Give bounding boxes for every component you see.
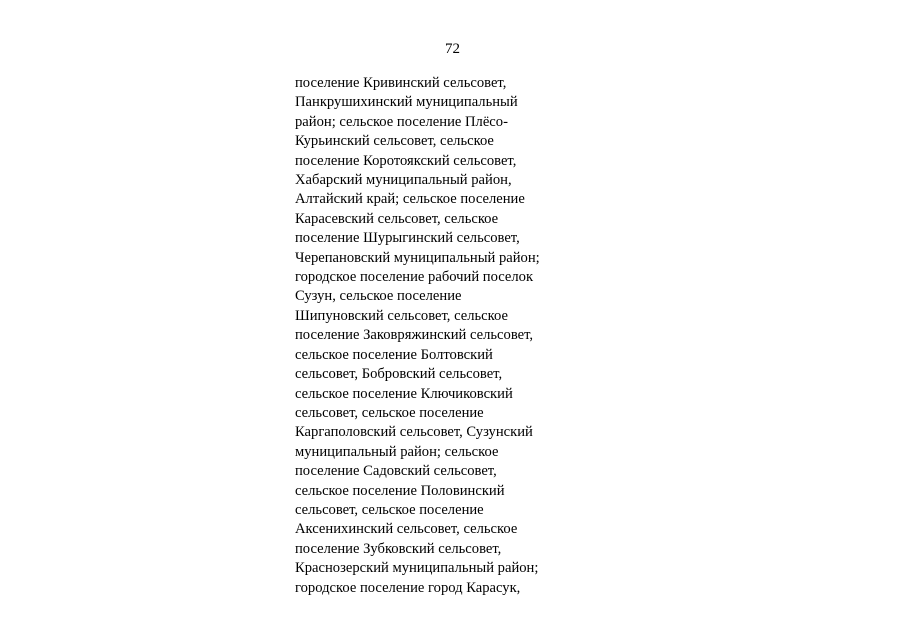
text-line: Панкрушихинский муниципальный xyxy=(295,94,518,111)
text-line: городское поселение рабочий поселок xyxy=(295,269,534,286)
text-line: Хабарский муниципальный район, xyxy=(295,172,512,189)
text-line: Каргаполовский сельсовет, Сузунский xyxy=(295,424,533,441)
text-line: Шипуновский сельсовет, сельское xyxy=(295,307,508,324)
text-line: Сузун, сельское поселение xyxy=(295,288,462,305)
text-line: сельское поселение Половинский xyxy=(295,482,505,499)
text-line: поселение Садовский сельсовет, xyxy=(295,463,497,480)
text-line: сельсовет, Бобровский сельсовет, xyxy=(295,366,503,383)
text-line: Краснозерский муниципальный район; xyxy=(295,560,539,577)
body-text xyxy=(295,74,585,598)
text-line: муниципальный район; сельское xyxy=(295,443,499,460)
text-line: поселение Шурыгинский сельсовет, xyxy=(295,230,520,247)
text-line: поселение Коротоякский сельсовет, xyxy=(295,152,517,169)
text-line: Курьинский сельсовет, сельское xyxy=(295,133,494,150)
text-line: сельсовет, сельское поселение xyxy=(295,501,484,518)
page-number: 72 xyxy=(445,41,460,57)
text-line: поселение Заковряжинский сельсовет, xyxy=(295,327,534,344)
text-line: Аксенихинский сельсовет, сельское xyxy=(295,521,518,538)
text-line: поселение Кривинский сельсовет, xyxy=(295,75,507,91)
text-line: Карасевский сельсовет, сельское xyxy=(295,210,499,227)
text-line: сельсовет, сельское поселение xyxy=(295,404,484,421)
text-line: сельское поселение Ключиковский xyxy=(295,385,513,402)
text-line: Черепановский муниципальный район; xyxy=(295,249,540,266)
text-line: поселение Зубковский сельсовет, xyxy=(295,540,502,557)
text-line: городское поселение город Карасук, xyxy=(295,579,521,596)
text-line: сельское поселение Болтовский xyxy=(295,346,493,363)
text-line: район; сельское поселение Плёсо- xyxy=(295,113,508,130)
text-line: Алтайский край; сельское поселение xyxy=(295,191,525,208)
